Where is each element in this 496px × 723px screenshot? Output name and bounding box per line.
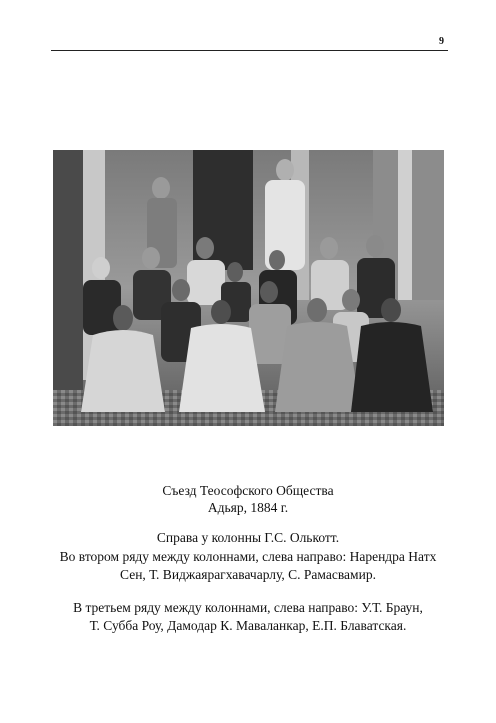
caption-title: Съезд Теософского Общества bbox=[162, 483, 334, 498]
caption-third-row-line2: Т. Субба Роу, Дамодар К. Маваланкар, Е.П. Блаватская. bbox=[89, 618, 407, 633]
group-photograph bbox=[53, 150, 444, 426]
caption-place-date: Адьяр, 1884 г. bbox=[207, 500, 289, 515]
caption-right-column: Справа у колонны Г.С. Олькотт. bbox=[156, 530, 340, 545]
caption-second-row-line2: Сен, Т. Виджаярагхавачарлу, С. Рамасвамир. bbox=[120, 567, 376, 582]
photograph-image bbox=[53, 150, 444, 426]
page-number: 9 bbox=[439, 36, 444, 47]
header-rule bbox=[51, 50, 448, 51]
caption-second-row-line1: Во втором ряду между колоннами, слева направо: Нарендра Натх bbox=[59, 549, 437, 564]
caption-third-row-line1: В третьем ряду между колоннами, слева направо: У.Т. Браун, bbox=[73, 600, 423, 615]
